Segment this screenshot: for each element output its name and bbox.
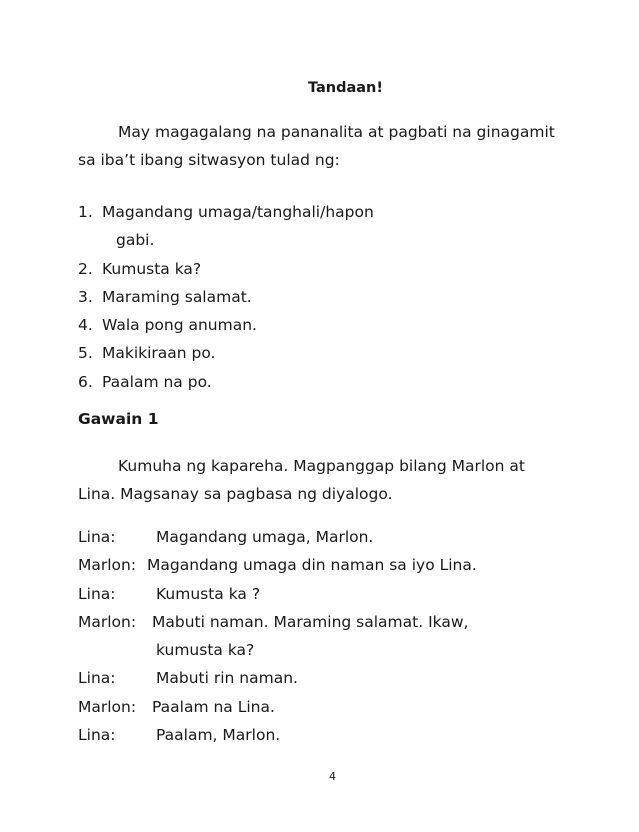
dialogue-text: Mabuti rin naman. xyxy=(156,669,298,688)
list-number: 6. xyxy=(78,372,93,391)
speaker-name: Marlon: xyxy=(78,697,137,716)
dialogue-line xyxy=(78,608,469,636)
dialogue-line xyxy=(78,523,374,551)
dialogue-text: Magandang umaga, Marlon. xyxy=(156,528,374,546)
section-title: Tandaan! xyxy=(307,80,383,96)
dialogue-text: Paalam na Lina. xyxy=(152,697,275,716)
dialogue xyxy=(78,523,477,749)
list-text: Makikiraan po. xyxy=(102,344,216,363)
list-text: Kumusta ka? xyxy=(102,259,202,278)
speaker-name: Marlon: xyxy=(78,612,137,631)
speaker-name: Lina: xyxy=(78,669,116,688)
activity-heading: Gawain 1 xyxy=(78,410,159,428)
dialogue-text: Paalam, Marlon. xyxy=(156,726,281,745)
instructions-paragraph: Kumuha ng kapareha. Magpanggap bilang Marlon at Lina. Magsanay sa pagbasa ng diyalogo. xyxy=(78,457,525,503)
dialogue-line-continuation xyxy=(78,636,255,664)
dialogue-text: Magandang umaga din naman sa iyo Lina. xyxy=(147,556,477,575)
list-item xyxy=(78,311,374,339)
list-text: Magandang umaga/tanghali/hapon xyxy=(102,203,374,221)
speaker-name: Lina: xyxy=(78,726,116,745)
speaker-name: Lina: xyxy=(78,584,116,603)
list-item xyxy=(78,255,374,283)
dialogue-text: Mabuti naman. Maraming salamat. Ikaw, xyxy=(152,612,469,631)
list-text: Wala pong anuman. xyxy=(102,316,257,335)
list-number: 3. xyxy=(78,287,93,306)
dialogue-line xyxy=(78,693,275,721)
speaker-name: Marlon: xyxy=(78,556,137,575)
dialogue-line xyxy=(78,721,281,749)
dialogue-line xyxy=(78,580,261,608)
dialogue-line xyxy=(78,551,477,579)
list-number: 4. xyxy=(78,316,93,335)
intro-paragraph: May magagalang na pananalita at pagbati na ginagamit sa iba’t ibang sitwasyon tulad ng: xyxy=(78,123,555,169)
list-text: Paalam na po. xyxy=(102,372,212,391)
dialogue-text: kumusta ka? xyxy=(156,641,255,660)
list-number: 2. xyxy=(78,259,93,278)
greetings-list xyxy=(78,198,374,396)
list-item xyxy=(78,368,374,396)
speaker-name: Lina: xyxy=(78,528,116,546)
list-item-continuation xyxy=(78,226,374,254)
list-item xyxy=(78,198,374,226)
list-item xyxy=(78,283,374,311)
dialogue-text: Kumusta ka ? xyxy=(156,584,261,603)
page-number: 4 xyxy=(329,770,336,783)
dialogue-line xyxy=(78,664,298,692)
list-item xyxy=(78,339,374,367)
list-number: 1. xyxy=(78,203,93,221)
list-text: gabi. xyxy=(116,231,155,250)
list-text: Maraming salamat. xyxy=(102,287,252,306)
list-number: 5. xyxy=(78,344,93,363)
